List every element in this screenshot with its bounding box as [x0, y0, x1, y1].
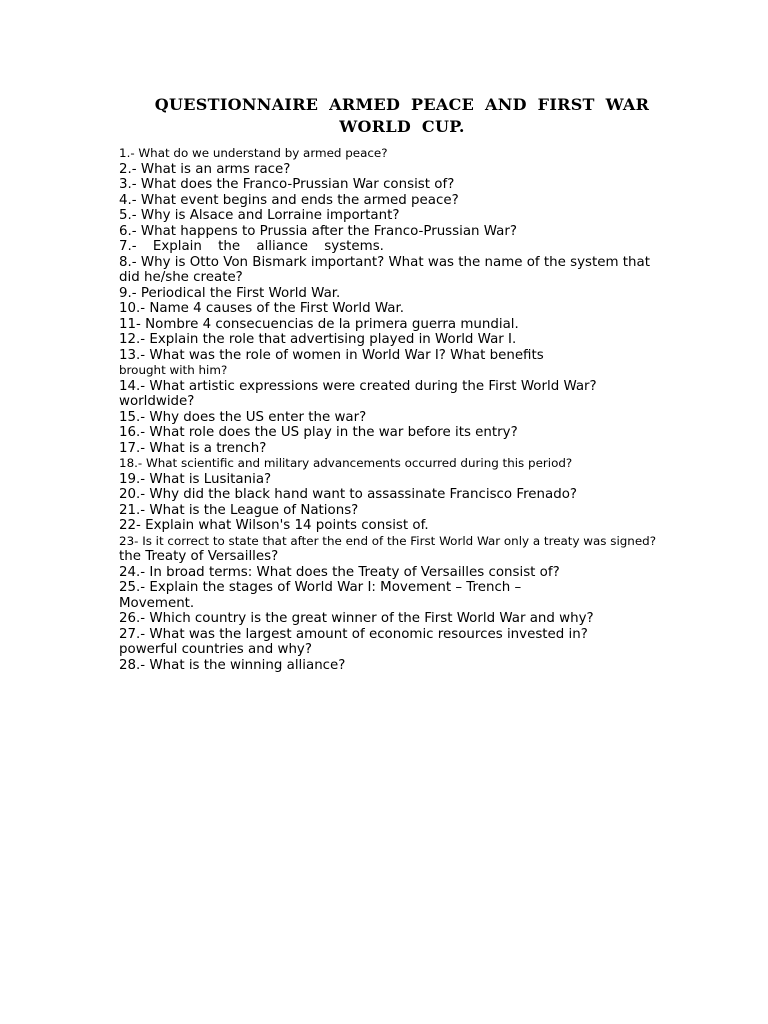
question-line: 4.- What event begins and ends the armed peace?	[119, 192, 459, 208]
question-line: 19.- What is Lusitania?	[119, 471, 272, 487]
question-line: 26.- Which country is the great winner of the First World War and why?	[119, 611, 594, 626]
question-line: 2.- What is an arms race?	[119, 161, 291, 177]
question-line: 5.- Why is Alsace and Lorraine important?	[119, 208, 400, 223]
title-line-1: QUESTIONNAIRE ARMED PEACE AND FIRST WAR	[154, 95, 650, 114]
question-line: 28.- What is the winning alliance?	[119, 657, 346, 673]
title-line-2: WORLD CUP.	[339, 117, 465, 136]
question-line: 3.- What does the Franco-Prussian War consist of?	[119, 177, 455, 192]
question-line: 24.- In broad terms: What does the Treaty of Versailles consist of?	[119, 564, 560, 580]
question-line: 13.- What was the role of women in World War I? What benefits	[119, 347, 544, 363]
question-line: Movement.	[119, 595, 195, 611]
question-line: 9.- Periodical the First World War.	[119, 285, 341, 301]
question-line: 22- Explain what Wilson's 14 points consist of.	[119, 518, 429, 533]
question-line: 14.- What artistic expressions were created during the First World War?	[119, 378, 597, 394]
question-line: 1.- What do we understand by armed peace?	[119, 146, 388, 160]
question-line: 23- Is it correct to state that after the end of the First World War only a treaty was signed?	[119, 533, 657, 548]
question-line: 8.- Why is Otto Von Bismark important? What was the name of the system that	[119, 254, 650, 270]
question-line: 18.- What scientific and military advancements occurred during this period?	[119, 456, 573, 470]
question-line: 15.- Why does the US enter the war?	[119, 409, 367, 425]
question-line: did he/she create?	[119, 270, 243, 285]
question-line: worldwide?	[119, 394, 195, 409]
question-line: 11- Nombre 4 consecuencias de la primera guerra mundial.	[119, 316, 519, 332]
question-line: 21.- What is the League of Nations?	[119, 502, 359, 518]
question-line: 27.- What was the largest amount of economic resources invested in?	[119, 626, 588, 642]
question-line: 25.- Explain the stages of World War I: Movement – Trench –	[119, 580, 522, 595]
question-line: brought with him?	[119, 363, 228, 377]
question-line: 17.- What is a trench?	[119, 440, 267, 456]
question-line: the Treaty of Versailles?	[119, 549, 279, 564]
question-line: powerful countries and why?	[119, 642, 312, 657]
question-list	[119, 146, 679, 673]
question-line: 7.- Explain the alliance systems.	[119, 239, 384, 254]
document-title	[118, 94, 686, 138]
question-line: 6.- What happens to Prussia after the Franco-Prussian War?	[119, 223, 518, 239]
question-line: 12.- Explain the role that advertising played in World War I.	[119, 332, 517, 347]
question-line: 10.- Name 4 causes of the First World War.	[119, 301, 405, 316]
question-line: 16.- What role does the US play in the war before its entry?	[119, 425, 518, 440]
question-line: 20.- Why did the black hand want to assassinate Francisco Frenado?	[119, 487, 578, 502]
